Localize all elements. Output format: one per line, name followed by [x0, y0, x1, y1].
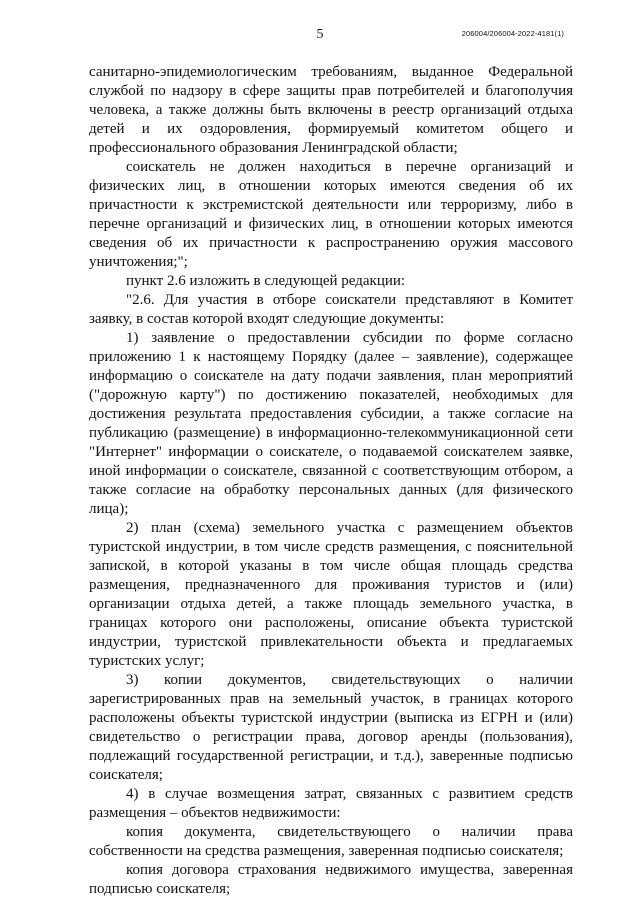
paragraph: санитарно-эпидемиологическим требованиям, выданное Федеральной службой по надзору в сфере защиты прав потребителей и благополучия человека, а также должны быть включены в реестр организаций отдыха детей и их оздоровления, формируемый комитетом общего и профессионального образования Ленинградской области; [89, 64, 573, 156]
document-code: 206004/206004-2022-4181(1) [461, 29, 564, 38]
paragraph: "2.6. Для участия в отборе соискатели представляют в Комитет заявку, в состав которой входят следующие документы: [89, 292, 573, 327]
page-number: 5 [316, 27, 324, 42]
paragraph: копия договора страхования недвижимого имущества, заверенная подписью соискателя; [89, 862, 573, 897]
document-body [89, 63, 573, 899]
list-item: 4) в случае возмещения затрат, связанных с развитием средств размещения – объектов недвижимости: [89, 786, 573, 821]
paragraph: соискатель не должен находиться в перечне организаций и физических лиц, в отношении которых имеются сведения об их причастности к экстремистской деятельности или терроризму, либо в перечне организаций и физических лиц, в отношении которых имеются сведения об их причастности к распространению оружия массового уничтожения;"; [89, 159, 573, 270]
paragraph: копия документа, свидетельствующего о наличии права собственности на средства размещения, заверенная подписью соискателя; [89, 824, 573, 859]
list-item: 1) заявление о предоставлении субсидии по форме согласно приложению 1 к настоящему Порядку (далее – заявление), содержащее информацию о соискателе на дату подачи заявления, план мероприятий ("дорожную карту") по достижению показателей, необходимых для достижения результата предоставления субсидии, а также согласие на публикацию (размещение) в информационно-телекоммуникационной сети "Интернет" информации о соискателе, о подаваемой соискателем заявке, иной информации о соискателе, связанной с соответствующим отбором, а также согласие на обработку персональных данных (для физического лица); [89, 330, 573, 517]
paragraph: пункт 2.6 изложить в следующей редакции: [126, 273, 406, 289]
list-item: 3) копии документов, свидетельствующих о наличии зарегистрированных прав на земельный участок, в границах которого расположены объекты туристской индустрии (выписка из ЕГРН и (или) свидетельство о регистрации права, договор аренды (пользования), подлежащий государственной регистрации, и т.д.), заверенные подписью соискателя; [89, 672, 573, 783]
list-item: 2) план (схема) земельного участка с размещением объектов туристской индустрии, в том числе средств размещения, с пояснительной запиской, в которой указаны в том числе общая площадь средства размещения, предназначенного для проживания туристов и (или) организации отдыха детей, а также площадь земельного участка, в границах которого они расположены, описание объекта туристской индустрии, туристской привлекательности объекта и предлагаемых туристских услуг; [89, 520, 573, 669]
